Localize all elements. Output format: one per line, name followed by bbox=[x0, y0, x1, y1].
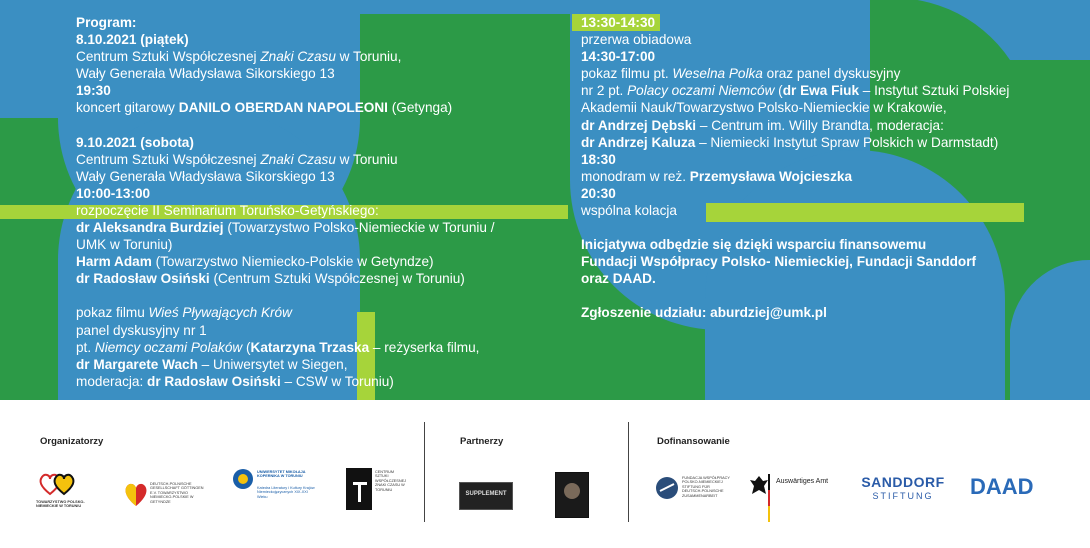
event-line: przerwa obiadowa bbox=[581, 32, 692, 48]
day-heading: 8.10.2021 (piątek) bbox=[76, 32, 189, 48]
csw-logo: CENTRUM SZTUKI WSPÓŁCZESNEJ ZNAKI CZASU W TORUNIU bbox=[346, 468, 406, 512]
event-line: pokaz filmu Wieś Pływających Krów bbox=[76, 305, 292, 321]
speaker-line: Harm Adam (Towarzystwo Niemiecko-Polskie w Getyndze) bbox=[76, 254, 434, 270]
speaker-line: dr Andrzej Kaluza – Niemiecki Instytut Spraw Polskich w Darmstadt) bbox=[581, 134, 999, 150]
divider bbox=[424, 422, 425, 522]
program-column-left bbox=[76, 14, 495, 390]
supplement-logo: SUPPLEMENT bbox=[459, 482, 513, 510]
program-column-right bbox=[581, 14, 1009, 322]
fwpn-emblem-icon bbox=[655, 476, 679, 500]
speaker-line: dr Andrzej Dębski – Centrum im. Willy Brandta, moderacja: bbox=[581, 117, 944, 133]
speaker-line: dr Aleksandra Burdziej (Towarzystwo Polsko-Niemieckie w Toruniu / bbox=[76, 220, 495, 236]
speaker-line: UMK w Toruniu) bbox=[76, 237, 173, 253]
divider bbox=[628, 422, 629, 522]
program-heading: Program: bbox=[76, 15, 137, 30]
heart-flag-icon bbox=[124, 480, 148, 508]
time-heading: 14:30-17:00 bbox=[581, 49, 656, 65]
venue-line: Centrum Sztuki Współczesnej Znaki Czasu w Toruniu, bbox=[76, 49, 402, 65]
speaker-line: dr Margarete Wach – Uniwersytet w Siegen, bbox=[76, 356, 348, 372]
event-line: pokaz filmu pt. Weselna Polka oraz panel dyskusyjny bbox=[581, 66, 901, 82]
event-line: wspólna kolacja bbox=[581, 203, 677, 219]
sponsors-footer bbox=[0, 400, 1090, 548]
event-line: nr 2 pt. Polacy oczami Niemców (dr Ewa Fiuk – Instytut Sztuki Polskiej bbox=[581, 83, 1010, 99]
event-line: panel dyskusyjny nr 1 bbox=[76, 322, 207, 338]
film-poster-thumbnail bbox=[555, 472, 589, 518]
bg-blue-shape bbox=[0, 0, 58, 118]
speaker-line: moderacja: dr Radosław Osiński – CSW w Toruniu) bbox=[76, 373, 394, 389]
funding-label: Dofinansowanie bbox=[657, 436, 730, 447]
venue-line: Centrum Sztuki Współczesnej Znaki Czasu w Toruniu bbox=[76, 151, 398, 167]
eagle-flag-icon bbox=[748, 474, 770, 522]
time-heading: 10:00-13:00 bbox=[76, 185, 151, 201]
event-line: rozpoczęcie II Seminarium Toruńsko-Getyńskiego: bbox=[76, 202, 379, 218]
registration-email-link[interactable]: aburdziej@umk.pl bbox=[710, 305, 827, 321]
tpn-logo: TOWARZYSTWO POLSKO-NIEMIECKIE W TORUNIU bbox=[36, 472, 88, 516]
address-line: Wały Generała Władysława Sikorskiego 13 bbox=[76, 168, 335, 184]
support-note: Fundacji Współpracy Polsko- Niemieckiej, Fundacji Sanddorf bbox=[581, 254, 977, 270]
event-line: Akademii Nauk/Towarzystwo Polsko-Niemieckie w Krakowie, bbox=[581, 100, 947, 116]
event-line: monodram w reż. Przemysława Wojcieszka bbox=[581, 168, 853, 184]
time-heading: 20:30 bbox=[581, 185, 616, 201]
fwpn-logo: FUNDACJA WSPÓŁPRACY POLSKO-NIEMIECKIEJ STIFTUNG FÜR DEUTSCH-POLNISCHE ZUSAMMENARBEIT bbox=[655, 474, 731, 504]
partners-label: Partnerzy bbox=[460, 436, 504, 447]
support-note: oraz DAAD. bbox=[581, 271, 656, 287]
csw-mark-icon bbox=[346, 468, 372, 510]
time-heading: 13:30-14:30 bbox=[581, 15, 656, 30]
time-heading: 19:30 bbox=[76, 83, 111, 99]
dpg-logo: DEUTSCH-POLNISCHE GESELLSCHAFT GÖTTINGEN E.V. TOWARZYSTWO NIEMIECKO-POLSKIE W GETYNDZE bbox=[124, 478, 208, 512]
organizers-label: Organizatorzy bbox=[40, 436, 104, 447]
auswaertiges-amt-logo: Auswärtiges Amt bbox=[748, 474, 838, 524]
support-note: Inicjatywa odbędzie się dzięki wsparciu finansowemu bbox=[581, 237, 927, 253]
event-line: koncert gitarowy DANILO OBERDAN NAPOLEONI (Getynga) bbox=[76, 100, 453, 116]
sun-emblem-icon bbox=[232, 468, 254, 490]
bg-blue-shape bbox=[0, 0, 570, 14]
umk-logo: UNIWERSYTET MIKOŁAJA KOPERNIKA W TORUNIU Katedra Literatury i Kultury Krajów Niemieckojęzycznych XIX-XXI Wieku bbox=[232, 468, 320, 512]
time-heading: 18:30 bbox=[581, 151, 616, 167]
hearts-icon bbox=[38, 472, 78, 496]
speaker-line: dr Radosław Osiński (Centrum Sztuki Współczesnej w Toruniu) bbox=[76, 271, 465, 287]
event-line: pt. Niemcy oczami Polaków (Katarzyna Trzaska – reżyserka filmu, bbox=[76, 339, 480, 355]
registration-line: Zgłoszenie udziału: aburdziej@umk.pl bbox=[581, 305, 827, 321]
day-heading: 9.10.2021 (sobota) bbox=[76, 134, 194, 150]
sanddorf-logo: SANDDORF STIFTUNG bbox=[861, 474, 945, 501]
daad-logo: DAAD bbox=[970, 474, 1034, 499]
address-line: Wały Generała Władysława Sikorskiego 13 bbox=[76, 66, 335, 82]
